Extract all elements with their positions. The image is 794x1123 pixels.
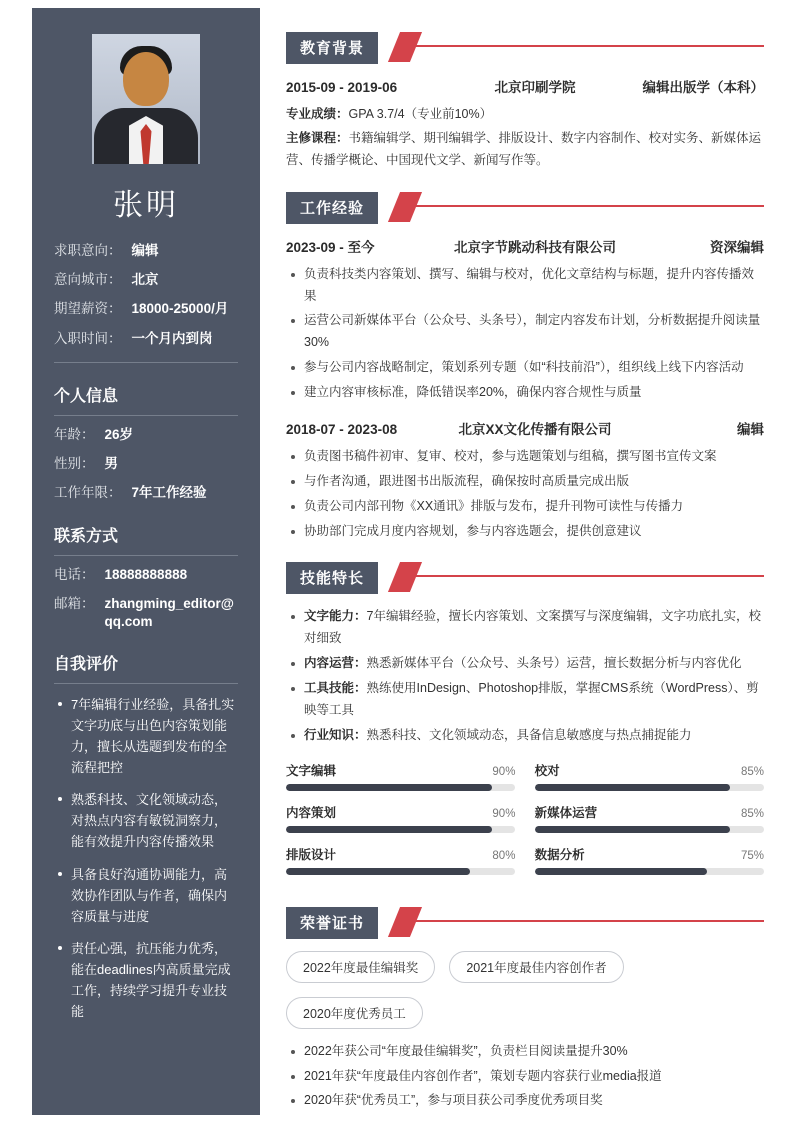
- skill-bar-header: [286, 761, 515, 779]
- skill-bar-name: 新媒体运营: [534, 805, 598, 820]
- education-gpa-line: [286, 104, 764, 126]
- section-education: [286, 32, 764, 172]
- list-item: [304, 725, 764, 747]
- skill-bar-percent: 75%: [740, 849, 764, 862]
- education-courses-value: 书籍编辑学、期刊编辑学、排版设计、数字内容制作、校对实务、新媒体运营、传播学概论、中国现代文学、新闻写作等。: [286, 130, 762, 167]
- sidebar-section-title-personal: 个人信息: [54, 383, 238, 416]
- skill-bar-header: [286, 845, 515, 863]
- main-content: [260, 8, 794, 1115]
- skill-bar-fill: [286, 784, 492, 791]
- skill-bar-header: [286, 803, 515, 821]
- education-courses-label: 主修课程：: [286, 130, 349, 145]
- skill-bar: [535, 803, 764, 833]
- personal-field-label: 性别：: [54, 456, 95, 472]
- work-entry-header: [286, 418, 764, 438]
- list-item: 熟悉科技、文化领域动态，对热点内容有敏锐洞察力，能有效提升内容传播效果: [71, 789, 238, 852]
- list-item: 负责科技类内容策划、撰写、编辑与校对，优化文章结构与标题，提升内容传播效果: [304, 264, 764, 308]
- honor-chip: 2022年度最佳编辑奖: [286, 951, 435, 983]
- honor-bullet-list: [286, 1041, 764, 1113]
- skill-bar: [535, 845, 764, 875]
- contact-field-email: [54, 595, 238, 631]
- skill-bar-percent: 80%: [492, 849, 516, 862]
- skill-bar-percent: 85%: [740, 765, 764, 778]
- personal-field-label: 年龄：: [54, 426, 95, 442]
- skill-bar: [286, 845, 515, 875]
- personal-field-value: 7年工作经验: [131, 485, 207, 501]
- profile-field: [54, 300, 238, 318]
- list-item: 负责公司内部刊物《XX通讯》排版与发布，提升刊物可读性与传播力: [304, 496, 764, 518]
- list-item: 7年编辑行业经验，具备扎实文字功底与出色内容策划能力，擅长从选题到发布的全流程把控: [71, 694, 238, 778]
- section-title-work: 工作经验: [286, 192, 378, 224]
- honor-chip-list: [286, 951, 764, 1029]
- skill-bar-header: [535, 803, 764, 821]
- profile-field-label: 入职时间：: [54, 330, 122, 346]
- avatar: [92, 34, 200, 164]
- skills-bullet-list: [286, 606, 764, 746]
- education-gpa-value: GPA 3.7/4（专业前10%）: [348, 107, 493, 121]
- skill-bar: [286, 803, 515, 833]
- work-bullet-list: [286, 446, 764, 543]
- education-date: 2015-09 - 2019-06: [286, 80, 398, 95]
- education-school: 北京印刷学院: [494, 80, 576, 95]
- personal-field-value: 26岁: [104, 426, 134, 442]
- skill-bar-fill: [286, 826, 492, 833]
- avatar-face-icon: [123, 52, 169, 106]
- skill-bar-name: 文字编辑: [286, 763, 337, 778]
- honor-chip: 2020年度优秀员工: [286, 997, 423, 1029]
- section-title-honors: 荣誉证书: [286, 907, 378, 939]
- work-date: 2018-07 - 2023-08: [286, 421, 398, 437]
- work-company: 北京XX文化传播有限公司: [458, 421, 612, 437]
- skill-bar-name: 内容策划: [286, 805, 337, 820]
- skill-text: 熟练使用InDesign、Photoshop排版，掌握CMS系统（WordPress）、剪映等工具: [304, 681, 759, 717]
- skill-bar-header: [535, 845, 764, 863]
- accent-rule: [414, 920, 764, 922]
- list-item: 具备良好沟通协调能力，高效协作团队与作者，确保内容质量与进度: [71, 864, 238, 927]
- skill-bar-track: [286, 784, 515, 791]
- contact-field-label: 电话：: [54, 566, 95, 582]
- self-evaluation-list: [54, 694, 238, 1022]
- profile-field-label: 意向城市：: [54, 272, 122, 288]
- skill-label: 文字能力：: [304, 609, 367, 624]
- skill-bar-track: [535, 826, 764, 833]
- work-company: 北京字节跳动科技有限公司: [454, 239, 616, 255]
- sidebar: [32, 8, 260, 1115]
- candidate-name: 张明: [113, 189, 179, 222]
- work-date: 2023-09 - 至今: [286, 239, 375, 255]
- contact-field-label: 邮箱：: [54, 595, 95, 611]
- skill-bar-name: 排版设计: [286, 847, 337, 862]
- skill-bar-fill: [535, 784, 730, 791]
- profile-field-value: 一个月内到岗: [131, 330, 213, 346]
- work-bullet-list: [286, 264, 764, 404]
- skill-bar: [535, 761, 764, 791]
- section-title-education: 教育背景: [286, 32, 378, 64]
- section-title-skills: 技能特长: [286, 562, 378, 594]
- list-item: 参与公司内容战略制定，策划系列专题（如“科技前沿”），组织线上线下内容活动: [304, 357, 764, 379]
- section-honors: [286, 907, 764, 1113]
- work-role: 编辑: [737, 421, 764, 437]
- profile-field-label: 求职意向：: [54, 243, 122, 258]
- list-item: 建立内容审核标准，降低错误率20%，确保内容合规性与质量: [304, 382, 764, 404]
- skill-label: 工具技能：: [304, 681, 367, 695]
- accent-rule: [414, 45, 764, 47]
- skill-bars: [286, 761, 764, 887]
- skill-text: 熟悉新媒体平台（公众号、头条号）运营，擅长数据分析与内容优化: [366, 656, 742, 671]
- skill-bar-percent: 85%: [740, 807, 764, 820]
- section-header: [286, 562, 764, 592]
- skill-bar-name: 校对: [534, 763, 560, 778]
- profile-field: [54, 242, 238, 260]
- list-item: 与作者沟通，跟进图书出版流程，确保按时高质量完成出版: [304, 471, 764, 493]
- accent-slash: [388, 907, 422, 937]
- education-entry-header: [286, 76, 764, 96]
- skill-bar-percent: 90%: [492, 765, 516, 778]
- section-header: [286, 192, 764, 222]
- avatar-container: [54, 34, 238, 164]
- accent-slash: [388, 32, 422, 62]
- list-item: [304, 678, 764, 722]
- honor-chip: 2021年度最佳内容创作者: [449, 951, 623, 983]
- list-item: 2021年获“年度最佳内容创作者”，策划专题内容获行业media报道: [304, 1066, 764, 1088]
- skill-label: 内容运营：: [304, 656, 367, 671]
- list-item: 2020年获“优秀员工”，参与项目获公司季度优秀项目奖: [304, 1090, 764, 1112]
- personal-field-label: 工作年限：: [54, 485, 122, 501]
- profile-field-value: 北京: [131, 272, 159, 288]
- contact-field-phone: [54, 566, 238, 584]
- list-item: 运营公司新媒体平台（公众号、头条号），制定内容发布计划，分析数据提升阅读量30%: [304, 310, 764, 354]
- accent-rule: [414, 205, 764, 207]
- section-skills: [286, 562, 764, 886]
- education-courses-line: [286, 128, 764, 172]
- section-header: [286, 907, 764, 937]
- sidebar-section-title-selfeval: 自我评价: [54, 651, 238, 684]
- list-item: [304, 653, 764, 675]
- skill-bar-fill: [535, 868, 707, 875]
- personal-field-value: 男: [104, 456, 118, 472]
- profile-field: [54, 271, 238, 289]
- list-item: 2022年获公司“年度最佳编辑奖”，负责栏目阅读量提升30%: [304, 1041, 764, 1063]
- skill-bar-track: [286, 868, 515, 875]
- section-work: [286, 192, 764, 543]
- sidebar-section-title-contact: 联系方式: [54, 523, 238, 556]
- work-entry-header: [286, 236, 764, 256]
- skill-bar-name: 数据分析: [534, 847, 585, 862]
- list-item: [304, 606, 764, 650]
- skill-bar-track: [286, 826, 515, 833]
- personal-field: [54, 455, 238, 473]
- skill-bar-track: [535, 784, 764, 791]
- profile-field-label: 期望薪资：: [54, 301, 122, 317]
- contact-field-value: 18888888888: [104, 566, 188, 582]
- skill-text: 熟悉科技、文化领域动态，具备信息敏感度与热点捕捉能力: [366, 727, 692, 742]
- list-item: 责任心强，抗压能力优秀，能在deadlines内高质量完成工作，持续学习提升专业技能: [71, 938, 238, 1022]
- accent-rule: [414, 575, 764, 577]
- accent-slash: [388, 562, 422, 592]
- list-item: 协助部门完成月度内容规划，参与内容选题会，提供创意建议: [304, 521, 764, 543]
- skill-bar-fill: [535, 826, 730, 833]
- profile-field: [54, 330, 238, 348]
- skill-bar-header: [535, 761, 764, 779]
- contact-field-value: zhangming_editor@qq.com: [104, 595, 234, 629]
- profile-field-value: 18000-25000/月: [131, 301, 229, 317]
- profile-field-value: 编辑: [131, 243, 159, 258]
- skill-label: 行业知识：: [304, 727, 367, 742]
- personal-field: [54, 484, 238, 502]
- skill-bar: [286, 761, 515, 791]
- personal-field: [54, 426, 238, 444]
- skill-bar-percent: 90%: [492, 807, 516, 820]
- education-major: 编辑出版学（本科）: [642, 80, 764, 95]
- section-header: [286, 32, 764, 62]
- skill-text: 7年编辑经验，擅长内容策划、文案撰写与深度编辑，文字功底扎实，校对细致: [304, 609, 761, 646]
- education-gpa-label: 专业成绩：: [286, 107, 349, 121]
- accent-slash: [388, 192, 422, 222]
- list-item: 负责图书稿件初审、复审、校对，参与选题策划与组稿，撰写图书宣传文案: [304, 446, 764, 468]
- skill-bar-track: [535, 868, 764, 875]
- divider: [54, 362, 238, 363]
- skill-bar-fill: [286, 868, 470, 875]
- work-role: 资深编辑: [710, 239, 764, 255]
